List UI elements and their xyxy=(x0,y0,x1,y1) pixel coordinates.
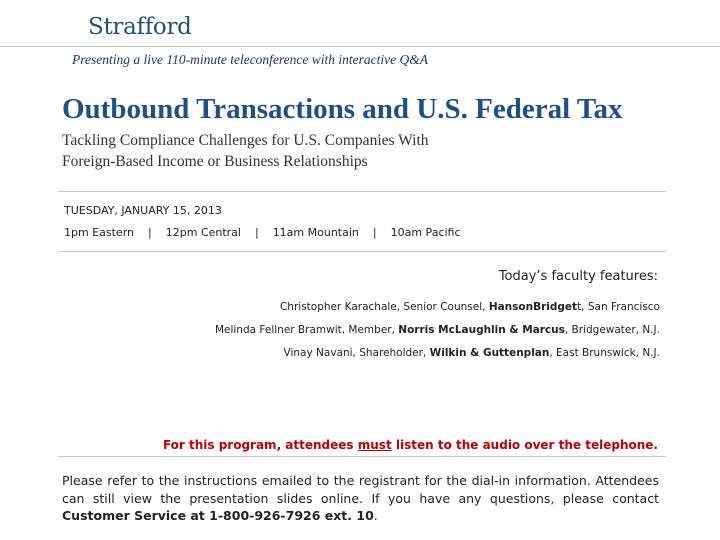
instructions xyxy=(62,472,659,525)
faculty-firm: HansonBridget xyxy=(488,301,578,313)
time-pacific: 10am Pacific xyxy=(390,226,461,239)
time-eastern: 1pm Eastern xyxy=(64,226,134,239)
subtitle-line-2: Foreign-Based Income or Business Relationships xyxy=(62,153,368,170)
faculty-firm: Norris McLaughlin & Marcus xyxy=(398,324,565,336)
separator: | xyxy=(254,226,259,239)
faculty-location: , East Brunswick, N.J. xyxy=(549,347,660,359)
faculty-member xyxy=(215,319,660,342)
faculty-location: , Bridgewater, N.J. xyxy=(564,324,660,336)
separator: | xyxy=(148,226,152,239)
time-central: 12pm Central xyxy=(165,226,241,239)
header-divider xyxy=(0,46,720,47)
instructions-end: . xyxy=(373,508,378,523)
event-date: TUESDAY, JANUARY 15, 2013 xyxy=(64,204,222,217)
faculty-member xyxy=(215,296,660,319)
instructions-text: Please refer to the instructions emailed to the registrant for the dial-in information. Attendees can still view the presentation slides online. If you have any questions, please contact xyxy=(62,473,659,506)
strafford-logo: Strafford xyxy=(88,14,192,40)
page-title: Outbound Transactions and U.S. Federal Tax xyxy=(62,93,623,125)
schedule-divider-bottom xyxy=(58,251,666,252)
faculty-heading: Today’s faculty features: xyxy=(498,269,658,284)
notice-emphasis: must xyxy=(357,438,392,452)
notice-text: For this program, attendees xyxy=(162,438,358,452)
faculty-name-role: Vinay Navani, Shareholder, xyxy=(283,347,430,359)
faculty-name-role: Christopher Karachale, Senior Counsel, xyxy=(279,301,489,313)
notice-text: listen to the audio over the telephone. xyxy=(391,438,658,452)
customer-service-contact: Customer Service at 1-800-926-7926 ext. 10 xyxy=(62,508,374,523)
event-times xyxy=(64,226,461,239)
schedule-divider-top xyxy=(58,191,666,192)
faculty-firm: Wilkin & Guttenplan xyxy=(429,347,550,359)
time-mountain: 11am Mountain xyxy=(272,226,359,239)
subtitle-line-1: Tackling Compliance Challenges for U.S. Companies With xyxy=(62,132,429,149)
faculty-location: t, San Francisco xyxy=(577,301,660,313)
notice-divider xyxy=(58,456,666,457)
subtitle xyxy=(62,130,429,172)
faculty-list xyxy=(215,296,660,365)
separator: | xyxy=(372,226,377,239)
audio-notice xyxy=(163,438,658,452)
faculty-name-role: Melinda Fellner Bramwit, Member, xyxy=(214,324,399,336)
tagline: Presenting a live 110-minute teleconference with interactive Q&A xyxy=(72,52,429,67)
faculty-member xyxy=(215,342,660,365)
